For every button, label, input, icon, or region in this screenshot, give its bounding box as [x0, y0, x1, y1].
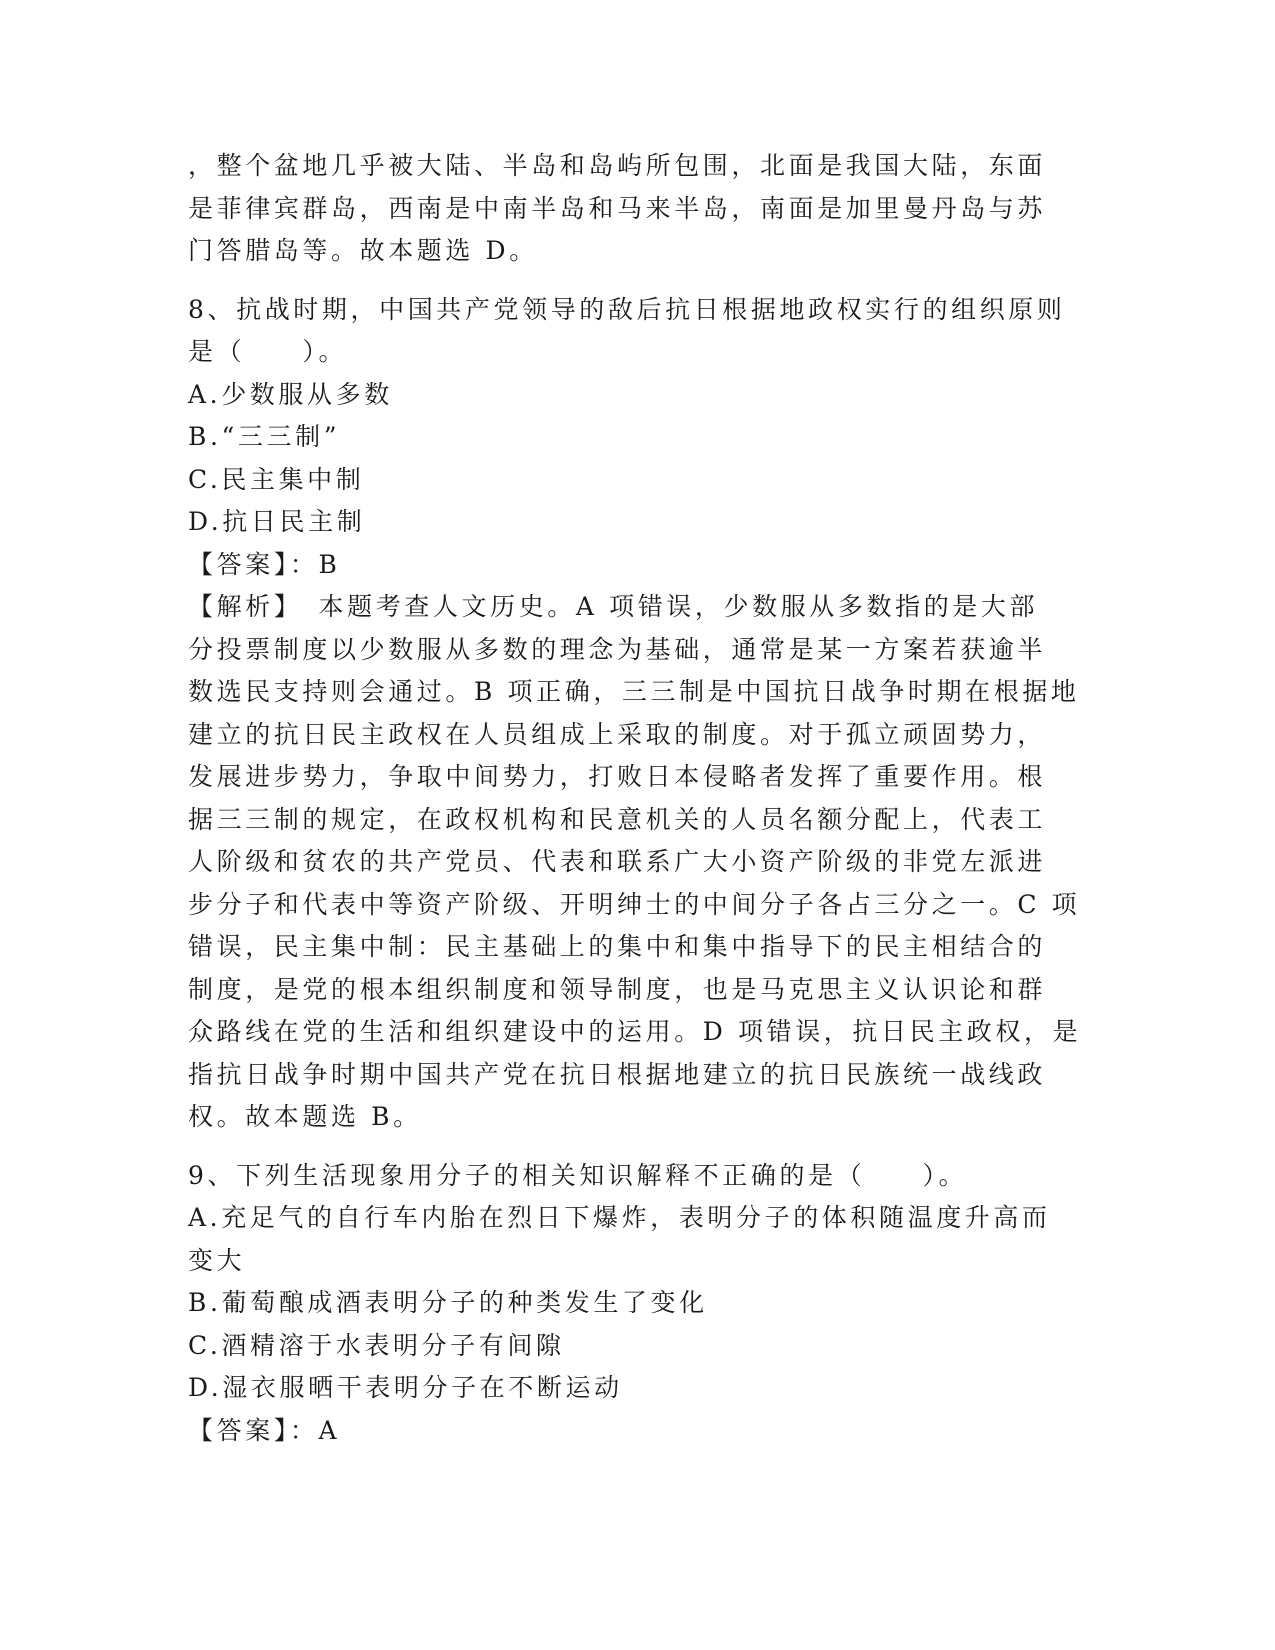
question-stem: 8、抗战时期，中国共产党领导的敌后抗日根据地政权实行的组织原则: [188, 294, 1066, 324]
question-stem: 是（ ）。: [188, 337, 348, 366]
option-c: C.酒精溶于水表明分子有间隙: [188, 1330, 565, 1360]
option-a: A.少数服从多数: [188, 379, 393, 409]
text-line: 是菲律宾群岛，西南是中南半岛和马来半岛，南面是加里曼丹岛与苏: [188, 193, 1047, 223]
analysis-line: 人阶级和贫农的共产党员、代表和联系广大小资产阶级的非党左派进: [188, 847, 1047, 876]
answer-line: 【答案】：B: [188, 549, 341, 579]
text-line: 门答腊岛等。故本题选 D。: [188, 236, 538, 265]
previous-analysis-tail: [188, 145, 1088, 273]
analysis-line: 步分子和代表中等资产阶级、开明绅士的中间分子各占三分之一。C 项: [188, 889, 1081, 919]
analysis-line: 指抗日战争时期中国共产党在抗日根据地建立的抗日民族统一战线政: [188, 1059, 1047, 1089]
option-d: D.抗日民主制: [188, 507, 366, 536]
analysis-line: 众路线在党的生活和组织建设中的运用。D 项错误，抗日民主政权，是: [188, 1017, 1082, 1046]
analysis-line: 错误，民主集中制：民主基础上的集中和集中指导下的民主相结合的: [188, 932, 1047, 961]
option-b: B.“三三制”: [188, 422, 341, 451]
analysis-line: 分投票制度以少数服从多数的理念为基础，通常是某一方案若获逾半: [188, 634, 1047, 664]
answer-line: 【答案】：A: [188, 1415, 341, 1445]
analysis-line: 【解析】 本题考查人文历史。A 项错误，少数服从多数指的是大部: [188, 592, 1039, 621]
option-a: A.充足气的自行车内胎在烈日下爆炸，表明分子的体积随温度升高而: [188, 1203, 1051, 1232]
analysis-line: 数选民支持则会通过。B 项正确，三三制是中国抗日战争时期在根据地: [188, 677, 1080, 706]
page-content: [188, 145, 1088, 1452]
analysis-line: 权。故本题选 B。: [188, 1102, 422, 1131]
analysis-line: 建立的抗日民主政权在人员组成上采取的制度。对于孤立顽固势力，: [188, 719, 1047, 749]
question-stem: 9、下列生活现象用分子的相关知识解释不正确的是（ ）。: [188, 1160, 968, 1190]
text-line: ，整个盆地几乎被大陆、半岛和岛屿所包围，北面是我国大陆，东面: [188, 151, 1047, 180]
option-c: C.民主集中制: [188, 464, 365, 494]
option-b: B.葡萄酿成酒表明分子的种类发生了变化: [188, 1288, 708, 1317]
question-8: [188, 289, 1088, 1139]
option-d: D.湿衣服晒干表明分子在不断运动: [188, 1373, 623, 1402]
analysis-line: 制度，是党的根本组织制度和领导制度，也是马克思主义认识论和群: [188, 974, 1047, 1004]
analysis-line: 发展进步势力，争取中间势力，打败日本侵略者发挥了重要作用。根: [188, 762, 1047, 791]
question-9: [188, 1155, 1088, 1453]
option-a-continued: 变大: [188, 1245, 246, 1275]
analysis-line: 据三三制的规定，在政权机构和民意机关的人员名额分配上，代表工: [188, 804, 1047, 834]
